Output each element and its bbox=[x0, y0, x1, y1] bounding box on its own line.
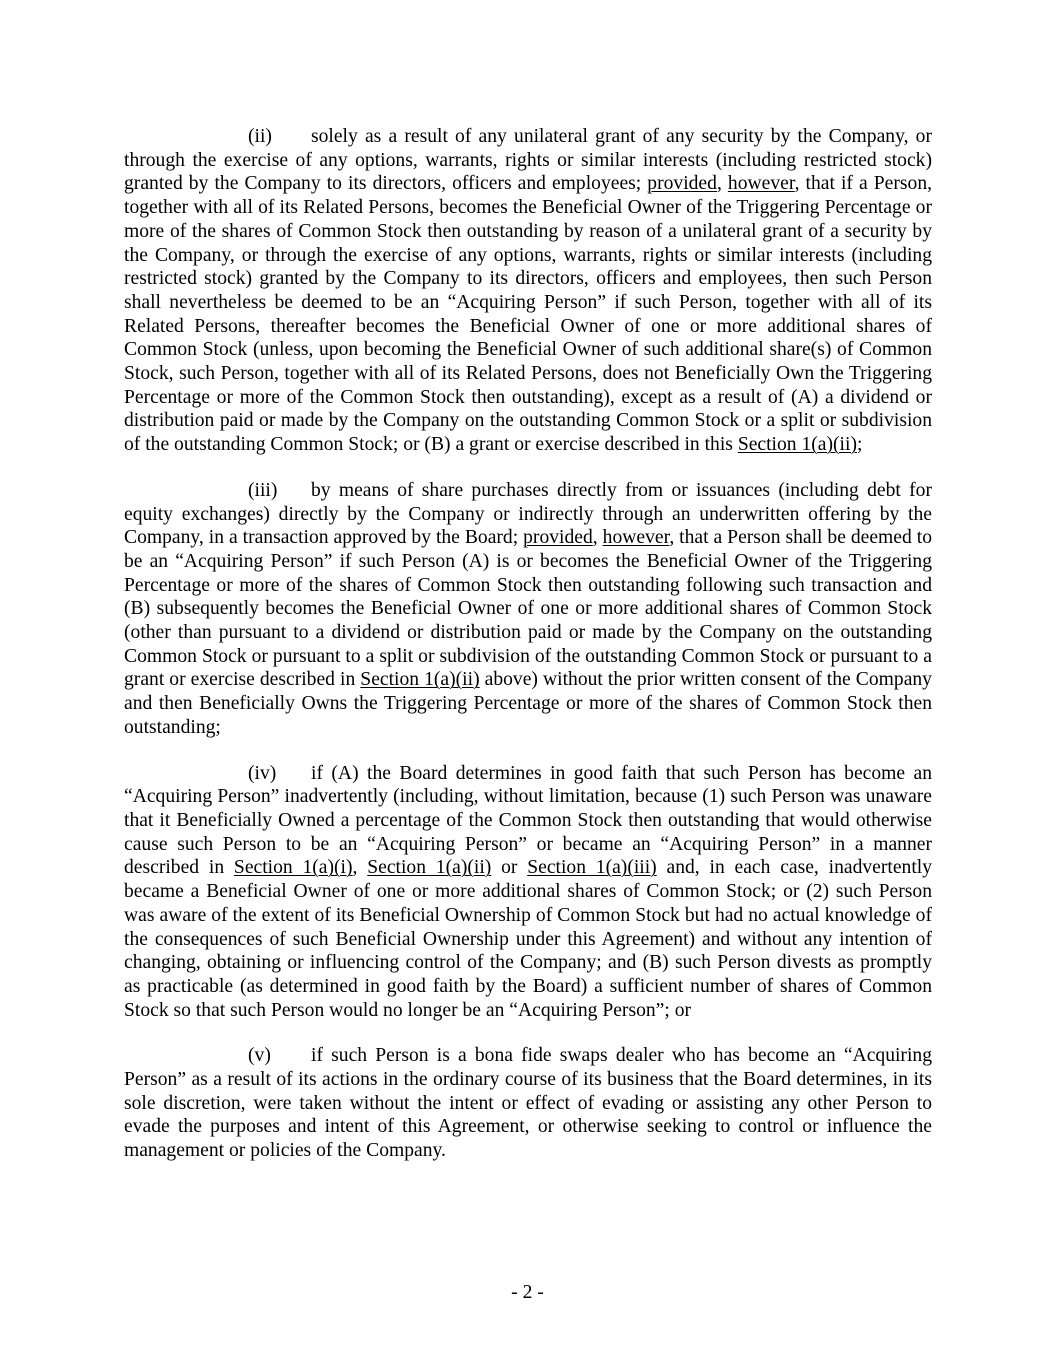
clause-text: if (A) the Board determines in good faith that such Person has become an “Acquiring Person” inadvertently (including, without limitation, because (1) such Person was unaware that it Beneficially Owned a percentage of the Common Stock then outstanding that would otherwise cause such Person to be an “Acquiring Person” or became an “Acquiring Person” in a manner described in bbox=[124, 762, 932, 879]
clause-text: , that if a Person, together with all of its Related Persons, becomes the Beneficial Owner of the Triggering Percentage or more of the shares of Common Stock then outstanding by reason of a unilateral grant of a security by the Company, or through the exercise of any options, warrants, rights or similar interests (including restricted stock) granted by the Company to its directors, officers and employees, then such Person shall nevertheless be deemed to be an “Acquiring Person” if such Person, together with all of its Related Persons, thereafter becomes the Beneficial Owner of one or more additional shares of Common Stock (unless, upon becoming the Beneficial Owner of such additional share(s) of Common Stock, such Person, together with all of its Related Persons, does not Beneficially Own the Triggering Percentage or more of the Common Stock then outstanding), except as a result of (A) a dividend or distribution paid or made by the Company on the outstanding Common Stock or a split or subdivision of the outstanding Common Stock; or (B) a grant or exercise described in this bbox=[124, 173, 933, 456]
clause-text: and, in each case, inadvertently became a Beneficial Owner of one or more additional shares of Common Stock; or (2) such Person was aware of the extent of its Beneficial Ownership of Common Stock but had no actual knowledge of the consequences of such Beneficial Ownership under this Agreement) and without any intention of changing, obtaining or influencing control of the Company; and (B) such Person divests as promptly as practicable (as determined in good faith by the Board) a sufficient number of shares of Common Stock so that such Person would no longer be an “Acquiring Person”; or bbox=[124, 857, 933, 1021]
section-reference: Section 1(a)(ii) bbox=[367, 857, 492, 879]
emphasis-provided: provided bbox=[647, 173, 717, 195]
clause-text: , bbox=[716, 173, 728, 195]
emphasis-however: however bbox=[602, 527, 670, 549]
clause-text: , that a Person shall be deemed to be an “Acquiring Person” if such Person (A) is or becomes the Beneficial Owner of the Triggering Percentage or more of the shares of Common Stock then outstanding following such transaction and (B) subsequently becomes the Beneficial Owner of one or more additional shares of Common Stock (other than pursuant to a dividend or distribution paid or made by the Company on the outstanding Common Stock or pursuant to a split or subdivision of the outstanding Common Stock or pursuant to a grant or exercise described in bbox=[124, 527, 932, 691]
emphasis-however: however bbox=[727, 173, 795, 195]
section-reference: Section 1(a)(iii) bbox=[527, 857, 657, 879]
clause-number: (iv) bbox=[248, 762, 277, 784]
section-reference: Section 1(a)(ii) bbox=[360, 669, 480, 691]
clause-text: if such Person is a bona fide swaps dealer who has become an “Acquiring Person” as a result of its actions in the ordinary course of its business that the Board determines, in its sole discretion, were taken without the intent or effect of evading or assisting any other Person to evade the purposes and intent of this Agreement, or otherwise seeking to control or influence the management or policies of the Company. bbox=[124, 1045, 932, 1162]
paragraph-ii bbox=[124, 125, 932, 457]
paragraph-iii bbox=[124, 479, 932, 740]
clause-number: (ii) bbox=[248, 126, 272, 147]
clause-text: solely as a result of any unilateral grant of any security by the Company, or through the exercise of any options, warrants, rights or similar interests (including restricted stock) granted by the Company to its directors, officers and employees; bbox=[124, 126, 932, 195]
clause-text: by means of share purchases directly from or issuances (including debt for equity exchanges) directly by the Company or indirectly through an underwritten offering by the Company, in a transaction approved by the Board; bbox=[124, 479, 932, 549]
section-reference: Section 1(a)(ii) bbox=[737, 434, 857, 456]
clause-text: or bbox=[491, 857, 528, 879]
document-page bbox=[124, 125, 932, 1185]
section-reference: Section 1(a)(i) bbox=[233, 857, 353, 879]
clause-number: (iii) bbox=[248, 479, 278, 501]
paragraph-v bbox=[124, 1044, 932, 1163]
emphasis-provided: provided bbox=[523, 527, 593, 549]
clause-text: above) without the prior written consent of the Company and then Beneficially Owns the Triggering Percentage or more of the shares of Common Stock then outstanding; bbox=[124, 669, 932, 738]
clause-number: (v) bbox=[248, 1045, 271, 1067]
clause-text: , bbox=[592, 527, 603, 549]
clause-text: , bbox=[352, 857, 368, 879]
paragraph-iv bbox=[124, 762, 932, 1023]
clause-text: ; bbox=[856, 434, 863, 456]
page-number: - 2 - bbox=[511, 1282, 544, 1303]
